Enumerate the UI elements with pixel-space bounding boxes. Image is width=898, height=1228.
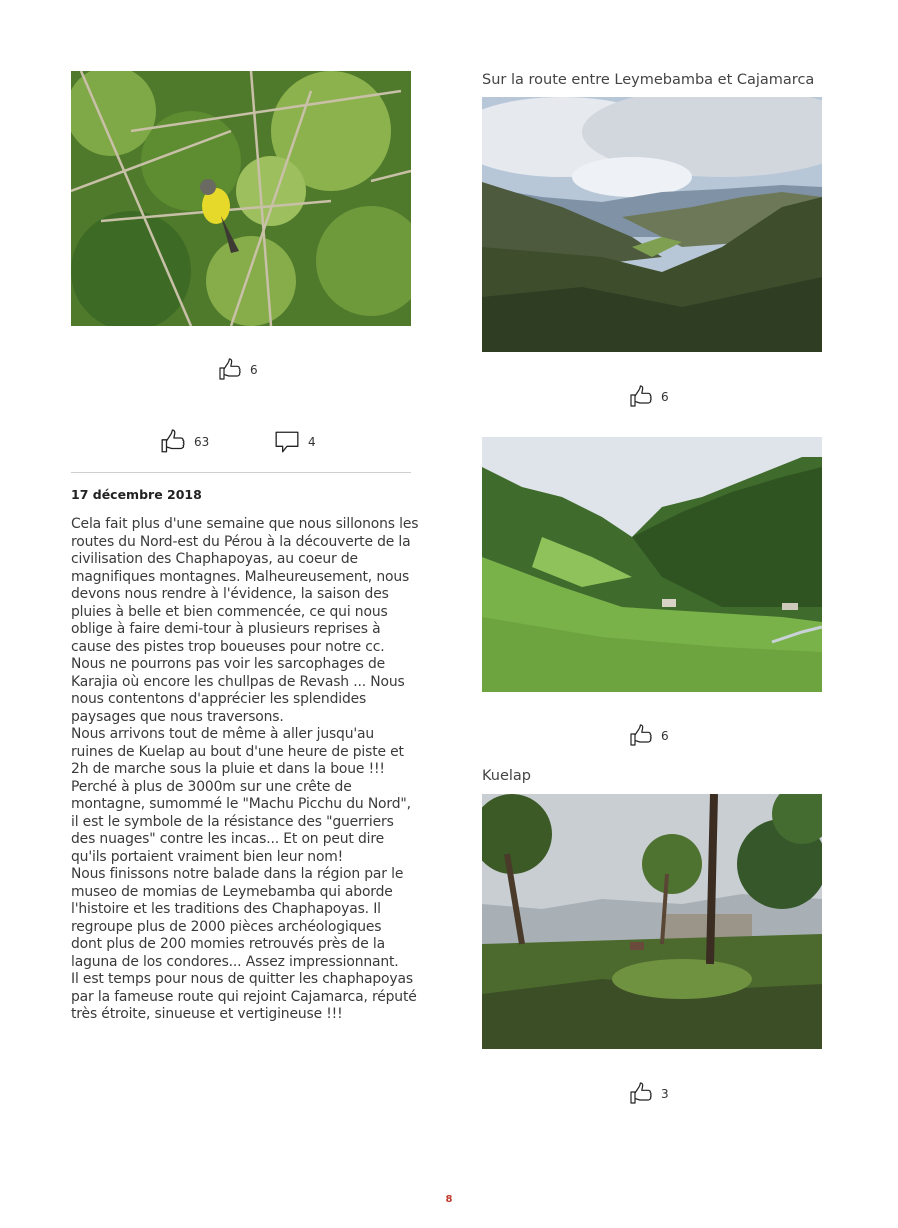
- post-line: civilisation des Chaphapoyas, au coeur de: [71, 551, 358, 567]
- post-line: 2h de marche sous la pluie et dans la boue !!!: [71, 761, 385, 777]
- post-date: 17 décembre 2018: [71, 487, 202, 502]
- comment-icon: [274, 429, 300, 455]
- post-line: Nous finissons notre balade dans la région par le: [71, 866, 404, 882]
- post-line: nous contentons d'apprécier les splendides: [71, 691, 367, 707]
- post-line: il est le symbole de la résistance des "guerriers: [71, 813, 394, 830]
- kuelap-photo: [482, 794, 822, 1049]
- post-comment-count: 4: [308, 435, 316, 449]
- bird-photo-like[interactable]: [218, 358, 258, 382]
- post-like-count: 63: [194, 435, 210, 449]
- post-line: pluies à belle et bien commencée, ce qui nous: [71, 603, 388, 620]
- thumbs-up-icon: [629, 1082, 653, 1106]
- post-line: par la fameuse route qui rejoint Cajamarca, réputé: [71, 988, 417, 1005]
- kuelap-photo-like[interactable]: [629, 1082, 669, 1106]
- kuelap-photo-like-count: 3: [661, 1087, 669, 1101]
- thumbs-up-icon: [160, 429, 186, 455]
- valley-photo-like[interactable]: [629, 724, 669, 748]
- route-photo-like[interactable]: [629, 385, 669, 409]
- route-photo-like-count: 6: [661, 390, 669, 404]
- post-line: des nuages" contre les incas... Et on peut dire: [71, 831, 385, 847]
- route-photo-caption: Sur la route entre Leymebamba et Cajamarca: [482, 72, 815, 88]
- post-comment-button[interactable]: [274, 429, 316, 455]
- bird-photo-like-count: 6: [250, 363, 258, 377]
- post-like-button[interactable]: [160, 429, 209, 455]
- bird-photo: [71, 71, 411, 326]
- post-line: Nous arrivons tout de même à aller jusqu'au: [71, 726, 375, 742]
- post-line: routes du Nord-est du Pérou à la découverte de la: [71, 533, 411, 550]
- post-line: Cela fait plus d'une semaine que nous sillonons les: [71, 516, 419, 532]
- page-number: 8: [445, 1194, 453, 1205]
- post-line: cause des pistes trop boueuses pour notre cc.: [71, 638, 385, 655]
- post-line: qu'ils portaient vraiment bien leur nom!: [71, 848, 344, 865]
- thumbs-up-icon: [629, 385, 653, 409]
- post-line: oblige à faire demi-tour à plusieurs reprises à: [71, 621, 381, 637]
- valley-photo: [482, 437, 822, 692]
- post-line: laguna de los condores... Assez impressionnant.: [71, 953, 399, 970]
- valley-photo-like-count: 6: [661, 729, 669, 743]
- post-line: regroupe plus de 2000 pièces archéologiques: [71, 918, 382, 935]
- post-line: devons nous rendre à l'évidence, la saison des: [71, 586, 389, 602]
- post-line: Il est temps pour nous de quitter les chaphapoyas: [71, 971, 413, 987]
- divider: [71, 472, 411, 473]
- thumbs-up-icon: [629, 724, 653, 748]
- post-line: ruines de Kuelap au bout d'une heure de piste et: [71, 743, 404, 760]
- post-line: dont plus de 200 momies retrouvés près de la: [71, 936, 385, 952]
- post-line: Karajia où encore les chullpas de Revash ... Nous: [71, 673, 405, 690]
- post-line: paysages que nous traversons.: [71, 708, 284, 725]
- post-line: Perché à plus de 3000m sur une crête de: [71, 778, 352, 795]
- post-line: magnifiques montagnes. Malheureusement, nous: [71, 568, 410, 585]
- post-line: Nous ne pourrons pas voir les sarcophages de: [71, 656, 386, 672]
- thumbs-up-icon: [218, 358, 242, 382]
- post-line: très étroite, sinueuse et vertigineuse !!!: [71, 1006, 343, 1022]
- post-line: museo de momias de Leymebamba qui aborde: [71, 883, 393, 900]
- post-line: montagne, sumommé le "Machu Picchu du Nord",: [71, 796, 411, 812]
- route-photo: [482, 97, 822, 352]
- post-line: l'histoire et les traditions des Chaphapoyas. Il: [71, 901, 381, 917]
- kuelap-photo-caption: Kuelap: [482, 768, 532, 784]
- post-body: [71, 516, 419, 1024]
